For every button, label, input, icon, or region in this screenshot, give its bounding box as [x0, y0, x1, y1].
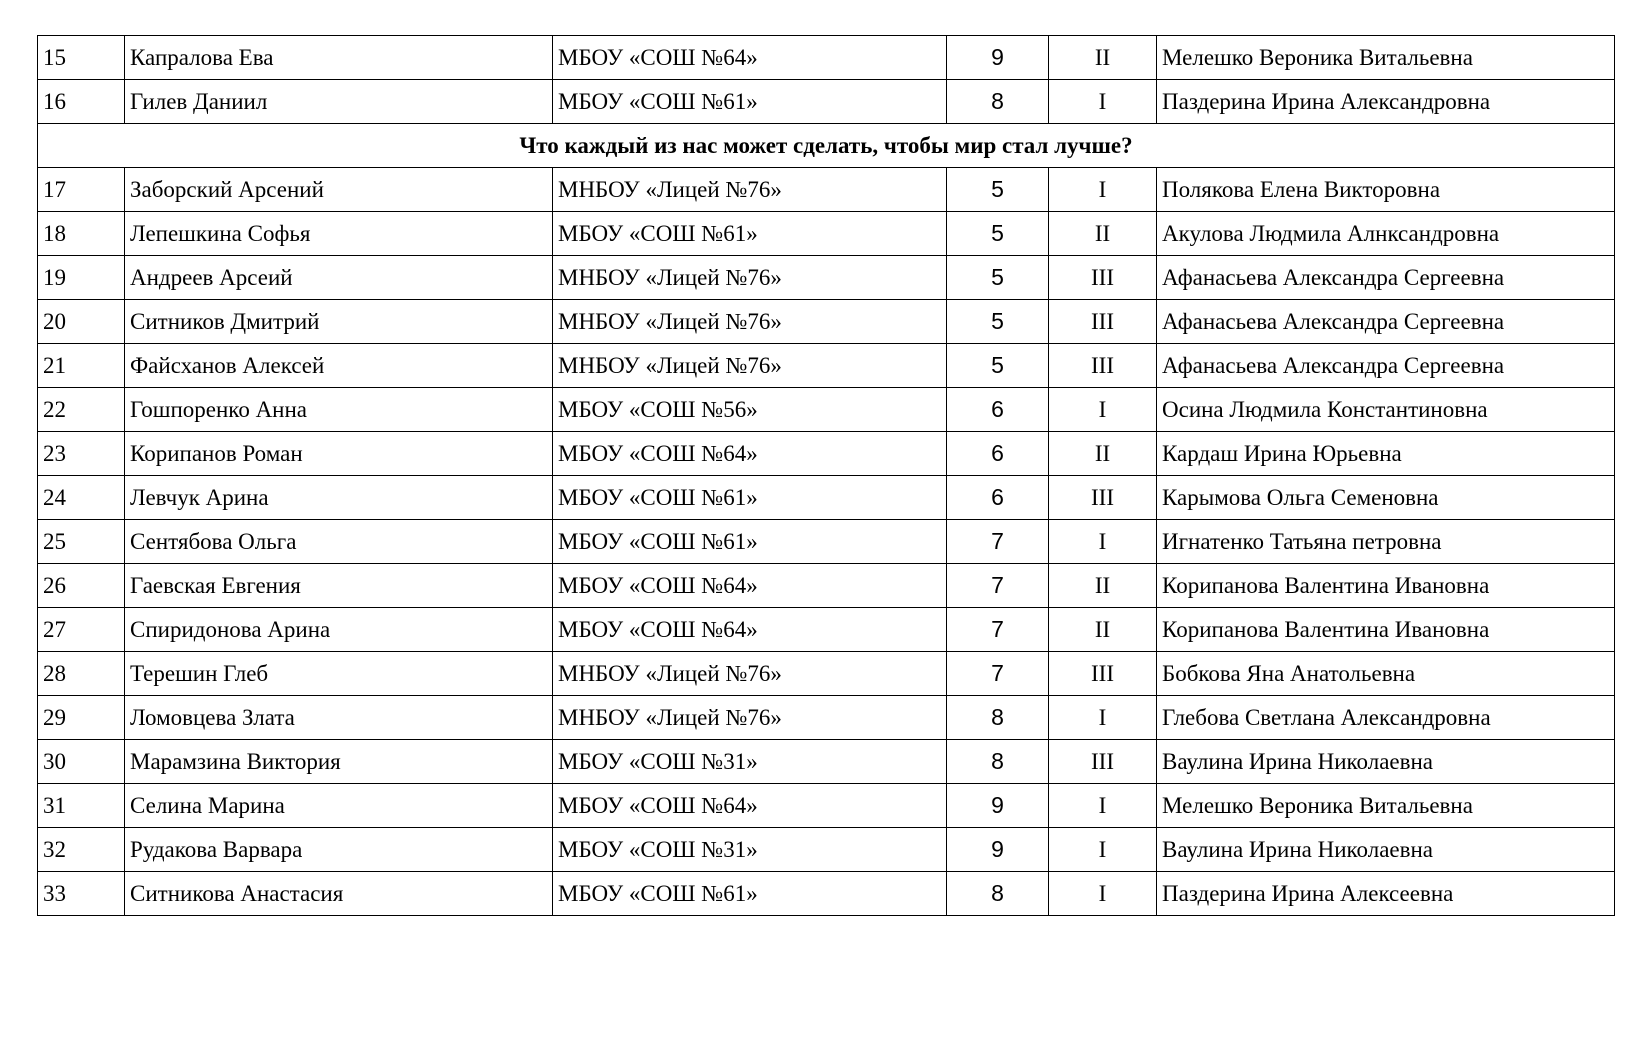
cell-number: 16 — [38, 80, 125, 124]
cell-participant-name: Капралова Ева — [125, 36, 553, 80]
cell-grade: 5 — [947, 256, 1049, 300]
cell-participant-name: Левчук Арина — [125, 476, 553, 520]
cell-participant-name: Гаевская Евгения — [125, 564, 553, 608]
cell-grade: 5 — [947, 212, 1049, 256]
cell-place: I — [1049, 80, 1157, 124]
table-row — [38, 388, 1615, 432]
cell-grade: 7 — [947, 652, 1049, 696]
cell-participant-name: Ситников Дмитрий — [125, 300, 553, 344]
table-row — [38, 652, 1615, 696]
cell-grade: 8 — [947, 80, 1049, 124]
table-row — [38, 344, 1615, 388]
cell-teacher: Паздерина Ирина Алексеевна — [1157, 872, 1615, 916]
cell-grade: 6 — [947, 388, 1049, 432]
cell-teacher: Осина Людмила Константиновна — [1157, 388, 1615, 432]
section-title: Что каждый из нас может сделать, чтобы мир стал лучше? — [38, 124, 1615, 168]
cell-place: III — [1049, 344, 1157, 388]
table-row — [38, 36, 1615, 80]
table-row — [38, 476, 1615, 520]
table-row — [38, 696, 1615, 740]
cell-grade: 8 — [947, 740, 1049, 784]
cell-place: II — [1049, 212, 1157, 256]
cell-school: МБОУ «СОШ №31» — [553, 740, 947, 784]
table-row — [38, 520, 1615, 564]
table-row — [38, 212, 1615, 256]
table-row — [38, 828, 1615, 872]
cell-number: 18 — [38, 212, 125, 256]
cell-participant-name: Гилев Даниил — [125, 80, 553, 124]
cell-participant-name: Сентябова Ольга — [125, 520, 553, 564]
cell-school: МНБОУ «Лицей №76» — [553, 696, 947, 740]
cell-grade: 6 — [947, 476, 1049, 520]
cell-participant-name: Корипанов Роман — [125, 432, 553, 476]
table-row — [38, 256, 1615, 300]
cell-participant-name: Рудакова Варвара — [125, 828, 553, 872]
cell-teacher: Полякова Елена Викторовна — [1157, 168, 1615, 212]
cell-teacher: Мелешко Вероника Витальевна — [1157, 784, 1615, 828]
cell-number: 20 — [38, 300, 125, 344]
cell-participant-name: Ситникова Анастасия — [125, 872, 553, 916]
cell-teacher: Ваулина Ирина Николаевна — [1157, 828, 1615, 872]
cell-school: МНБОУ «Лицей №76» — [553, 168, 947, 212]
cell-grade: 5 — [947, 344, 1049, 388]
cell-number: 23 — [38, 432, 125, 476]
cell-school: МНБОУ «Лицей №76» — [553, 256, 947, 300]
cell-participant-name: Лепешкина Софья — [125, 212, 553, 256]
cell-place: III — [1049, 476, 1157, 520]
cell-teacher: Паздерина Ирина Александровна — [1157, 80, 1615, 124]
cell-grade: 7 — [947, 608, 1049, 652]
cell-participant-name: Марамзина Виктория — [125, 740, 553, 784]
cell-number: 31 — [38, 784, 125, 828]
cell-school: МБОУ «СОШ №61» — [553, 476, 947, 520]
cell-teacher: Кардаш Ирина Юрьевна — [1157, 432, 1615, 476]
table-row — [38, 432, 1615, 476]
cell-teacher: Мелешко Вероника Витальевна — [1157, 36, 1615, 80]
table-row — [38, 564, 1615, 608]
cell-participant-name: Селина Марина — [125, 784, 553, 828]
table-row — [38, 608, 1615, 652]
table-row — [38, 300, 1615, 344]
cell-grade: 5 — [947, 168, 1049, 212]
cell-teacher: Ваулина Ирина Николаевна — [1157, 740, 1615, 784]
cell-number: 33 — [38, 872, 125, 916]
cell-teacher: Карымова Ольга Семеновна — [1157, 476, 1615, 520]
cell-school: МБОУ «СОШ №61» — [553, 872, 947, 916]
cell-grade: 6 — [947, 432, 1049, 476]
cell-grade: 9 — [947, 36, 1049, 80]
cell-teacher: Бобкова Яна Анатольевна — [1157, 652, 1615, 696]
cell-school: МНБОУ «Лицей №76» — [553, 300, 947, 344]
cell-school: МБОУ «СОШ №61» — [553, 80, 947, 124]
cell-grade: 9 — [947, 828, 1049, 872]
cell-school: МБОУ «СОШ №61» — [553, 520, 947, 564]
cell-school: МБОУ «СОШ №31» — [553, 828, 947, 872]
cell-number: 22 — [38, 388, 125, 432]
table-row — [38, 168, 1615, 212]
cell-place: I — [1049, 872, 1157, 916]
cell-school: МБОУ «СОШ №64» — [553, 608, 947, 652]
cell-grade: 8 — [947, 696, 1049, 740]
cell-grade: 7 — [947, 564, 1049, 608]
cell-teacher: Глебова Светлана Александровна — [1157, 696, 1615, 740]
cell-teacher: Корипанова Валентина Ивановна — [1157, 608, 1615, 652]
cell-place: III — [1049, 256, 1157, 300]
cell-number: 26 — [38, 564, 125, 608]
cell-place: II — [1049, 564, 1157, 608]
cell-teacher: Акулова Людмила Алнксандровна — [1157, 212, 1615, 256]
cell-teacher: Афанасьева Александра Сергеевна — [1157, 256, 1615, 300]
cell-number: 24 — [38, 476, 125, 520]
cell-grade: 8 — [947, 872, 1049, 916]
cell-school: МНБОУ «Лицей №76» — [553, 344, 947, 388]
cell-place: I — [1049, 388, 1157, 432]
cell-school: МНБОУ «Лицей №76» — [553, 652, 947, 696]
section-header-row — [38, 124, 1615, 168]
cell-number: 15 — [38, 36, 125, 80]
cell-number: 25 — [38, 520, 125, 564]
cell-teacher: Афанасьева Александра Сергеевна — [1157, 344, 1615, 388]
cell-place: III — [1049, 300, 1157, 344]
cell-teacher: Корипанова Валентина Ивановна — [1157, 564, 1615, 608]
cell-place: I — [1049, 520, 1157, 564]
cell-place: I — [1049, 696, 1157, 740]
cell-place: II — [1049, 608, 1157, 652]
table-row — [38, 740, 1615, 784]
cell-participant-name: Терешин Глеб — [125, 652, 553, 696]
cell-place: III — [1049, 740, 1157, 784]
cell-place: III — [1049, 652, 1157, 696]
table-row — [38, 80, 1615, 124]
cell-participant-name: Заборский Арсений — [125, 168, 553, 212]
cell-grade: 9 — [947, 784, 1049, 828]
results-table-body — [38, 36, 1615, 916]
cell-school: МБОУ «СОШ №64» — [553, 36, 947, 80]
cell-participant-name: Спиридонова Арина — [125, 608, 553, 652]
cell-number: 29 — [38, 696, 125, 740]
cell-number: 19 — [38, 256, 125, 300]
results-table — [37, 35, 1615, 916]
cell-participant-name: Ломовцева Злата — [125, 696, 553, 740]
cell-number: 27 — [38, 608, 125, 652]
cell-number: 17 — [38, 168, 125, 212]
cell-place: I — [1049, 828, 1157, 872]
cell-number: 30 — [38, 740, 125, 784]
cell-grade: 7 — [947, 520, 1049, 564]
cell-school: МБОУ «СОШ №56» — [553, 388, 947, 432]
cell-participant-name: Гошпоренко Анна — [125, 388, 553, 432]
cell-number: 21 — [38, 344, 125, 388]
cell-teacher: Игнатенко Татьяна петровна — [1157, 520, 1615, 564]
cell-participant-name: Файсханов Алексей — [125, 344, 553, 388]
cell-school: МБОУ «СОШ №61» — [553, 212, 947, 256]
cell-school: МБОУ «СОШ №64» — [553, 432, 947, 476]
cell-place: I — [1049, 784, 1157, 828]
table-row — [38, 784, 1615, 828]
cell-place: II — [1049, 36, 1157, 80]
cell-school: МБОУ «СОШ №64» — [553, 784, 947, 828]
cell-participant-name: Андреев Арсеий — [125, 256, 553, 300]
cell-grade: 5 — [947, 300, 1049, 344]
cell-teacher: Афанасьева Александра Сергеевна — [1157, 300, 1615, 344]
cell-school: МБОУ «СОШ №64» — [553, 564, 947, 608]
cell-place: I — [1049, 168, 1157, 212]
cell-number: 28 — [38, 652, 125, 696]
cell-number: 32 — [38, 828, 125, 872]
table-row — [38, 872, 1615, 916]
cell-place: II — [1049, 432, 1157, 476]
